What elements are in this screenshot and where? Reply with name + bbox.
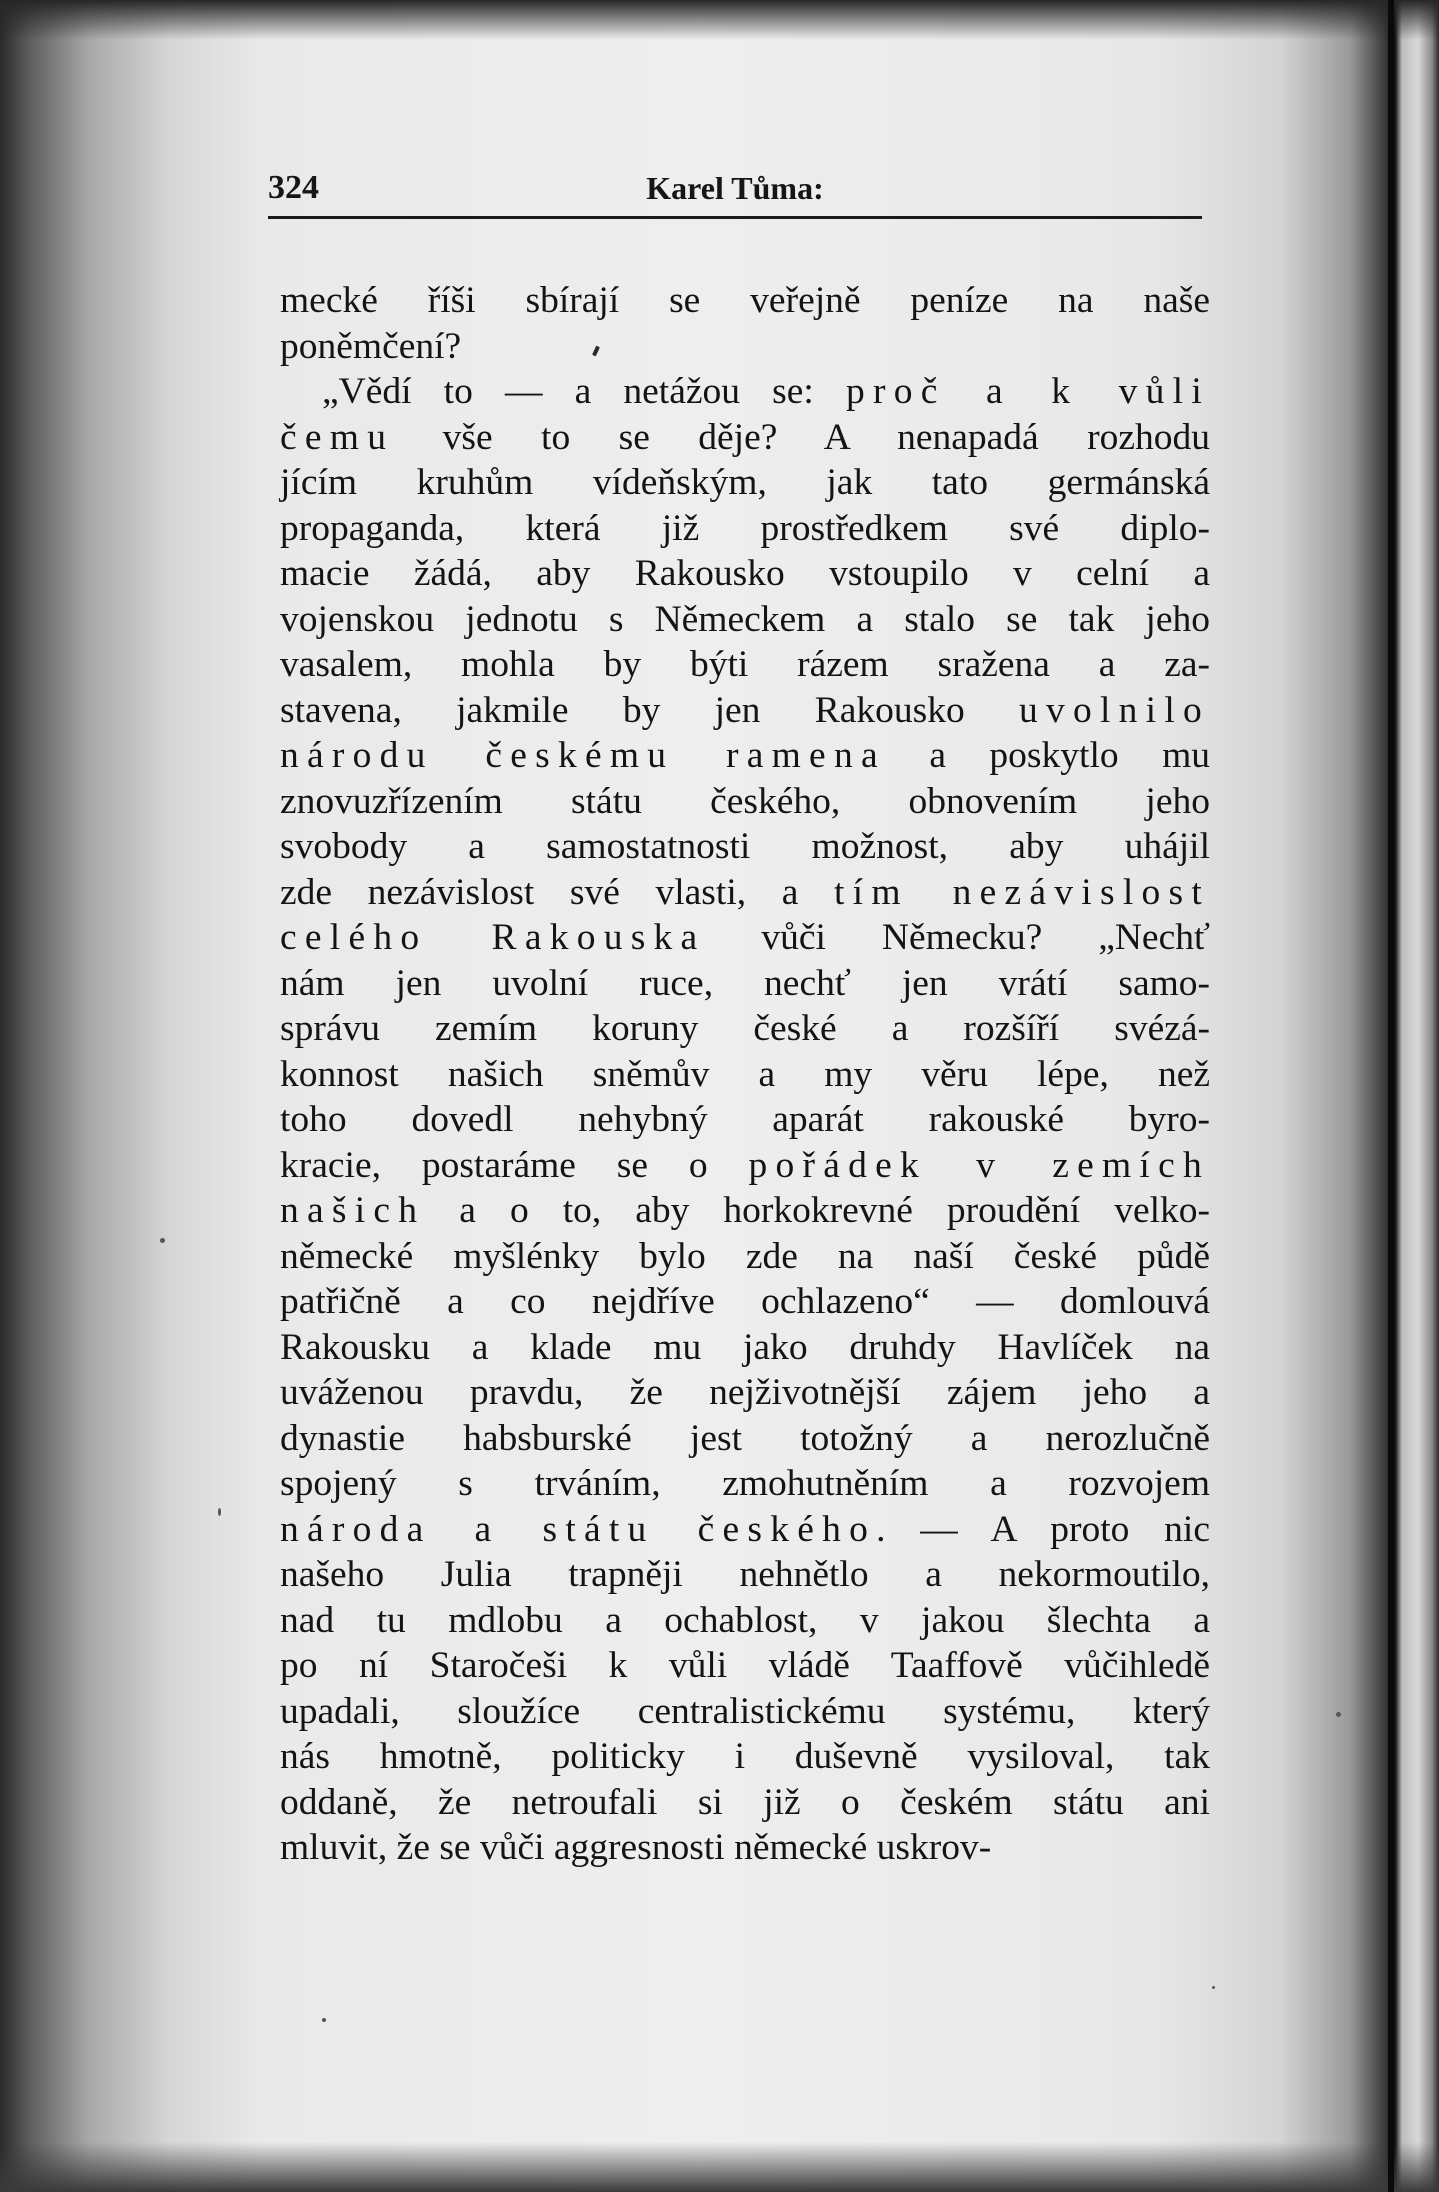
text-line — [280, 1279, 1210, 1325]
bottom-edge-shadow — [0, 2142, 1439, 2192]
text-run: a o to, aby horkokrevné proudění velko- — [425, 1190, 1210, 1231]
text-run: macie žádá, aby Rakousko vstoupilo v celní a — [280, 553, 1210, 594]
running-head: Karel Tůma: — [646, 170, 824, 206]
text-run: jícím kruhům vídeňským, jak tato germánská — [280, 462, 1210, 503]
text-run: oddaně, že netroufali si již o českém státu ani — [280, 1781, 1210, 1823]
spaced-emphasis: tím nezávislost — [834, 871, 1210, 913]
text-run: německé myšlénky bylo zde na naší české půdě — [280, 1235, 1210, 1277]
text-line — [280, 1507, 1210, 1553]
spaced-emphasis: celého Rakouska — [280, 917, 706, 958]
text-line — [280, 1780, 1210, 1826]
spaced-emphasis: našich — [280, 1190, 426, 1231]
text-line — [280, 1643, 1210, 1689]
text-line — [280, 597, 1210, 643]
scan-speck — [322, 2018, 326, 2022]
text-line — [280, 1461, 1210, 1507]
text-line — [280, 1416, 1210, 1462]
scan-speck — [160, 1238, 165, 1243]
text-run: po ní Staročeši k vůli vládě Taaffově vůčihledě — [280, 1645, 1210, 1686]
text-line — [280, 1325, 1210, 1371]
text-run: dynastie habsburské jest totožný a nerozlučně — [280, 1417, 1210, 1459]
text-run: vasalem, mohla by býti rázem sražena a za- — [280, 644, 1210, 685]
text-run: uváženou pravdu, že nejživotnější zájem jeho a — [280, 1372, 1210, 1413]
body-text — [280, 278, 1210, 1871]
scan-speck — [1212, 1986, 1215, 1989]
text-line — [280, 1734, 1210, 1780]
text-run: nad tu mdlobu a ochablost, v jakou šlechta a — [280, 1599, 1210, 1641]
text-line — [280, 369, 1210, 415]
top-edge-shadow — [0, 0, 1439, 40]
text-run: zde nezávislost své vlasti, a — [280, 871, 834, 913]
text-run: stavena, jakmile by jen Rakousko — [280, 689, 1019, 731]
text-line — [280, 506, 1210, 552]
text-line — [280, 460, 1210, 506]
spaced-emphasis: národa a státu českého — [280, 1508, 877, 1550]
text-line — [280, 642, 1210, 688]
text-run: mecké říši sbírají se veřejně peníze na naše — [280, 280, 1210, 321]
text-run: mluvit, že se vůči aggresnosti německé uskrov- — [280, 1827, 992, 1868]
text-run: nám jen uvolní ruce, nechť jen vrátí samo- — [280, 962, 1210, 1004]
spaced-emphasis: uvolnilo — [1018, 689, 1210, 731]
text-run: a poskytlo mu — [885, 735, 1211, 776]
text-line — [280, 1006, 1210, 1052]
text-line — [280, 1689, 1210, 1735]
text-run: nás hmotně, politicky i duševně vysiloval, tak — [280, 1736, 1210, 1777]
page-edge-line — [1388, 0, 1394, 2192]
text-line — [280, 1188, 1210, 1234]
text-line — [280, 551, 1210, 597]
scan-speck — [1336, 1712, 1341, 1717]
text-line — [280, 1825, 1210, 1871]
text-line — [280, 1143, 1210, 1189]
text-run: Rakousku a klade mu jako druhdy Havlíček na — [280, 1326, 1210, 1368]
text-line — [280, 1370, 1210, 1416]
text-run: správu zemím koruny české a rozšíří svézá- — [280, 1008, 1210, 1049]
text-line — [280, 1052, 1210, 1098]
text-run: poněmčení? — [280, 325, 462, 367]
text-line — [280, 1552, 1210, 1598]
text-line — [280, 733, 1210, 779]
text-run: propaganda, která již prostředkem své diplo- — [280, 507, 1210, 549]
spaced-emphasis: pořádek v zemích — [748, 1144, 1210, 1186]
text-line — [280, 1598, 1210, 1644]
scan-speck — [218, 1508, 221, 1516]
text-line — [280, 779, 1210, 825]
text-run: „Vědí to — a netážou se: — [322, 371, 846, 412]
text-line — [280, 824, 1210, 870]
text-run: našeho Julia trapněji nehnětlo a nekormoutilo, — [280, 1554, 1210, 1595]
text-line — [280, 278, 1210, 324]
text-run: konnost našich sněmův a my věru lépe, než — [280, 1053, 1210, 1095]
text-run: . — A proto nic — [876, 1508, 1210, 1550]
text-line — [280, 324, 1210, 370]
text-run: kracie, postaráme se o — [280, 1144, 749, 1186]
page-header — [268, 168, 1202, 219]
text-line — [280, 688, 1210, 734]
text-run: toho dovedl nehybný aparát rakouské byro- — [280, 1099, 1210, 1140]
text-run: vojenskou jednotu s Německem a stalo se tak jeho — [280, 598, 1210, 640]
text-run: upadali, sloužíce centralistickému systému, který — [280, 1690, 1210, 1732]
text-line — [280, 961, 1210, 1007]
spaced-emphasis: národu českému ramena — [280, 735, 886, 776]
page-number: 324 — [268, 169, 319, 206]
text-line — [280, 1097, 1210, 1143]
spaced-emphasis: čemu — [280, 416, 395, 458]
text-line — [280, 415, 1210, 461]
text-line — [280, 870, 1210, 916]
text-run: znovuzřízením státu českého, obnovením jeho — [280, 780, 1210, 822]
text-run: vše to se děje? A nenapadá rozhodu — [394, 416, 1210, 458]
spaced-emphasis: proč a k vůli — [845, 371, 1210, 412]
text-run: svobody a samostatnosti možnost, aby uhájil — [280, 826, 1210, 867]
text-run: patřičně a co nejdříve ochlazeno“ — domlouvá — [280, 1281, 1210, 1322]
text-line — [280, 1234, 1210, 1280]
text-line — [280, 915, 1210, 961]
text-run: vůči Německu? „Nechť — [705, 917, 1210, 958]
text-run: spojený s trváním, zmohutněním a rozvojem — [280, 1463, 1210, 1504]
